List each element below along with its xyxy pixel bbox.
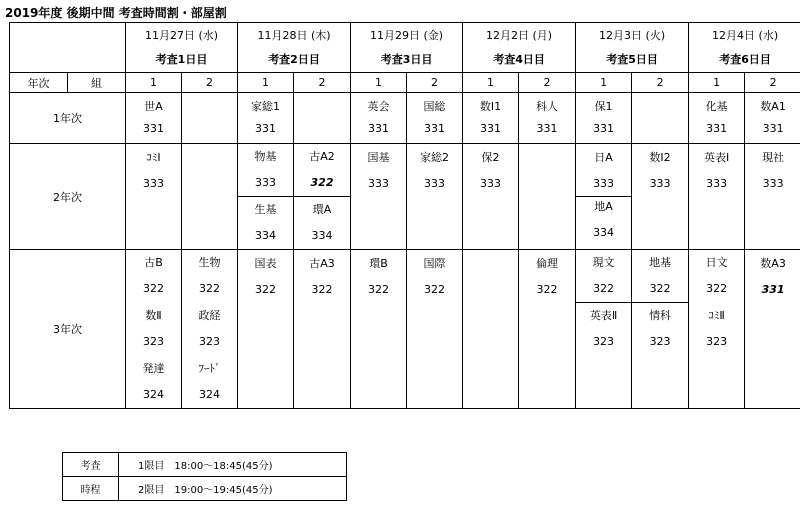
exam-cell: [182, 250, 238, 303]
schedule-note: [62, 452, 347, 501]
exam-cell: [745, 93, 800, 144]
exam-cell: [351, 250, 407, 409]
exam-cell: [126, 303, 182, 356]
exam-cell: [632, 144, 689, 250]
subject: 情科: [649, 309, 672, 323]
room: 331: [368, 122, 390, 135]
exam-cell: [238, 144, 294, 197]
day-2-date: 11月28日 (木): [238, 23, 351, 47]
day-6-exam: 考査6日目: [689, 47, 800, 73]
room: 322: [143, 282, 164, 296]
day-5-date: 12月3日 (火): [576, 23, 689, 47]
room: 333: [368, 177, 390, 190]
exam-cell: [407, 93, 463, 144]
period-label: 2: [519, 73, 576, 93]
day-5-exam: 考査5日目: [576, 47, 689, 73]
room: 322: [368, 283, 390, 296]
room: 323: [199, 335, 220, 348]
room: 333: [255, 176, 277, 189]
room: 331: [761, 283, 785, 296]
exam-cell: [126, 250, 182, 303]
room: 322: [310, 176, 334, 189]
year-3-row: [10, 250, 800, 303]
exam-cell-empty: [519, 144, 576, 250]
date-header-row: [10, 23, 800, 47]
exam-cell: [689, 144, 745, 250]
room: 331: [762, 122, 784, 135]
period-header-row: [10, 73, 800, 93]
subject: 数Ⅰ1: [479, 100, 502, 113]
exam-cell: [351, 144, 407, 250]
subject: 国際: [423, 257, 446, 270]
exam-cell: [689, 93, 745, 144]
year-3-label: 3年次: [10, 250, 126, 409]
exam-cell: [576, 93, 632, 144]
period-label: 2: [632, 73, 689, 93]
day-3-date: 11月29日 (金): [351, 23, 463, 47]
subject: 古A2: [309, 150, 335, 163]
exam-cell: [689, 250, 745, 303]
year-2-label: 2年次: [10, 144, 126, 250]
exam-cell: [126, 93, 182, 144]
room: 322: [706, 282, 728, 296]
year-1-label: 1年次: [10, 93, 126, 144]
room: 322: [424, 283, 446, 296]
subject: 保1: [594, 100, 613, 113]
room: 333: [762, 177, 784, 190]
subject: 現社: [762, 151, 785, 164]
room: 322: [536, 283, 558, 296]
subject: 数Ⅱ: [145, 309, 162, 322]
exam-cell: [463, 144, 519, 250]
room: 323: [706, 335, 728, 348]
subject: 科人: [536, 100, 559, 113]
year-header: 年次: [10, 73, 68, 93]
room: 331: [424, 122, 446, 135]
period-label: 1: [689, 73, 745, 93]
period-label: 1: [576, 73, 632, 93]
exam-cell: [351, 93, 407, 144]
period-2-time: 2限目 19:00～19:45(45分): [119, 477, 347, 501]
subject: 生基: [254, 203, 277, 216]
exam-cell: [294, 144, 351, 197]
period-label: 2: [294, 73, 351, 93]
exam-cell: [126, 144, 182, 250]
subject: 政経: [198, 309, 221, 322]
exam-cell-empty: [294, 93, 351, 144]
exam-cell: [519, 250, 576, 409]
room: 331: [706, 122, 728, 135]
subject: 環A: [312, 203, 332, 216]
subject: 世A: [144, 100, 163, 113]
room: 322: [593, 282, 615, 295]
note-label-schedule: 時程: [63, 477, 119, 501]
exam-cell: [632, 303, 689, 356]
exam-cell: [182, 303, 238, 356]
room: 322: [199, 282, 220, 296]
room: 334: [311, 229, 333, 242]
subject: ｺﾐⅠ: [146, 151, 161, 164]
room: 322: [311, 283, 333, 296]
exam-cell: [238, 93, 294, 144]
exam-day-row: [10, 47, 800, 73]
year-1-row: [10, 93, 800, 144]
room: 334: [255, 229, 277, 242]
room: 331: [255, 122, 277, 135]
corner-cell: [10, 23, 126, 73]
exam-cell: [519, 93, 576, 144]
period-label: 1: [238, 73, 294, 93]
note-label-exam: 考査: [63, 453, 119, 477]
room: 323: [593, 335, 615, 349]
room: 323: [649, 335, 671, 349]
period-label: 1: [351, 73, 407, 93]
room: 333: [424, 177, 446, 190]
exam-cell-empty: [632, 93, 689, 144]
period-1-time: 1限目 18:00～18:45(45分): [119, 453, 347, 477]
subject: 数A3: [760, 257, 786, 270]
day-3-exam: 考査3日目: [351, 47, 463, 73]
exam-cell: [126, 356, 182, 409]
exam-cell-empty: [182, 144, 238, 250]
subject: 国表: [254, 257, 277, 270]
subject: 古A3: [309, 257, 335, 270]
subject: 数Ⅰ2: [649, 151, 671, 164]
exam-cell: [632, 250, 689, 303]
subject: 国総: [423, 100, 446, 113]
exam-cell-empty: [463, 250, 519, 409]
period-label: 1: [463, 73, 519, 93]
exam-cell: [407, 144, 463, 250]
exam-cell: [576, 303, 632, 356]
room: 331: [143, 122, 164, 135]
exam-cell-empty: [689, 356, 745, 409]
period-label: 2: [182, 73, 238, 93]
subject: ﾌｰﾄﾞ: [198, 361, 221, 375]
subject: 家総1: [251, 100, 281, 113]
subject: 英表Ⅱ: [589, 309, 618, 323]
subject: 家総2: [420, 151, 450, 164]
room: 333: [706, 177, 728, 190]
exam-cell: [238, 197, 294, 250]
room: 333: [480, 177, 502, 190]
subject: 古B: [144, 256, 163, 270]
room: 323: [143, 335, 164, 348]
exam-cell: [407, 250, 463, 409]
exam-cell-empty: [576, 356, 632, 409]
room: 322: [649, 282, 671, 295]
subject: 発達: [142, 361, 165, 375]
exam-cell: [745, 250, 800, 409]
room: 324: [143, 387, 164, 401]
subject: 保2: [481, 151, 500, 164]
day-4-exam: 考査4日目: [463, 47, 576, 73]
subject: 環B: [369, 257, 388, 270]
day-4-date: 12月2日 (月): [463, 23, 576, 47]
day-1-exam: 考査1日目: [126, 47, 238, 73]
subject: 英表Ⅰ: [703, 151, 730, 164]
subject: 国基: [367, 151, 390, 164]
room: 331: [593, 122, 615, 135]
exam-cell-empty: [182, 93, 238, 144]
subject: 英会: [367, 100, 390, 113]
exam-cell: [689, 303, 745, 356]
subject: 日A: [594, 151, 613, 164]
subject: 日文: [705, 256, 728, 270]
period-label: 1: [126, 73, 182, 93]
subject: 地基: [649, 256, 672, 269]
subject: 地A: [594, 200, 613, 213]
day-1-date: 11月27日 (水): [126, 23, 238, 47]
group-header: 組: [68, 73, 126, 93]
exam-cell-empty: [632, 356, 689, 409]
exam-cell: [576, 250, 632, 303]
room: 331: [536, 122, 558, 135]
day-6-date: 12月4日 (水): [689, 23, 800, 47]
room: 322: [255, 283, 277, 296]
room: 334: [593, 226, 615, 239]
subject: ｺﾐⅡ: [708, 309, 725, 322]
exam-cell: [463, 93, 519, 144]
subject: 倫理: [536, 257, 559, 270]
exam-cell: [576, 197, 632, 250]
page-title: 2019年度 後期中間 考査時間割・部屋割: [5, 6, 227, 20]
day-2-exam: 考査2日目: [238, 47, 351, 73]
period-label: 2: [745, 73, 800, 93]
room: 333: [649, 177, 671, 190]
timetable: [9, 22, 800, 409]
exam-cell: [576, 144, 632, 197]
room: 333: [593, 177, 615, 190]
subject: 数A1: [760, 100, 786, 113]
exam-cell: [745, 144, 800, 250]
exam-cell: [294, 197, 351, 250]
room: 324: [199, 387, 220, 401]
exam-cell: [294, 250, 351, 409]
room: 331: [480, 122, 502, 135]
subject: 化基: [705, 100, 728, 113]
subject: 物基: [254, 150, 277, 163]
period-label: 2: [407, 73, 463, 93]
subject: 生物: [198, 256, 221, 270]
subject: 現文: [592, 256, 615, 269]
exam-cell: [182, 356, 238, 409]
year-2-row: [10, 144, 800, 197]
exam-cell: [238, 250, 294, 409]
room: 333: [143, 177, 164, 190]
